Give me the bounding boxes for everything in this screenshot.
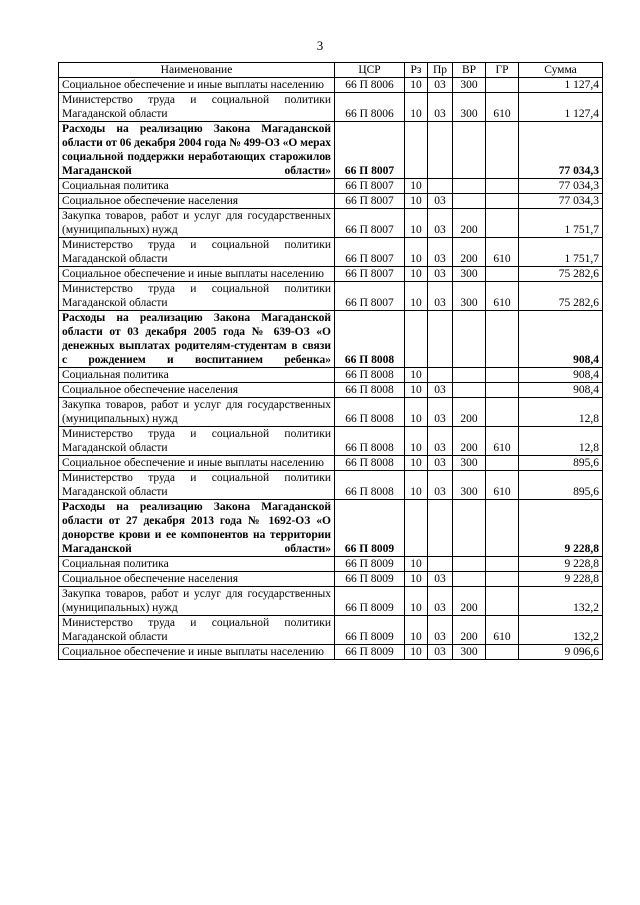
row-csr-cell: 66 П 8007 [335, 282, 405, 311]
table-row [59, 122, 603, 179]
row-pr-cell: 03 [428, 267, 453, 282]
row-rz-cell: 10 [405, 238, 428, 267]
row-name-cell: Закупка товаров, работ и услуг для государственных (муниципальных) нужд [59, 398, 335, 427]
table-row [59, 587, 603, 616]
row-pr-cell: 03 [428, 398, 453, 427]
row-name-cell: Социальная политика [59, 557, 335, 572]
row-vr-cell [453, 500, 486, 557]
row-rz-cell: 10 [405, 267, 428, 282]
row-rz-cell: 10 [405, 587, 428, 616]
table-row [59, 427, 603, 456]
row-sum-cell: 1 751,7 [519, 209, 603, 238]
row-vr-cell: 300 [453, 282, 486, 311]
row-vr-cell: 200 [453, 209, 486, 238]
row-vr-cell [453, 194, 486, 209]
row-pr-cell [428, 368, 453, 383]
row-sum-cell: 9 096,6 [519, 645, 603, 660]
row-sum-cell: 9 228,8 [519, 557, 603, 572]
row-csr-cell: 66 П 8008 [335, 427, 405, 456]
row-gr-cell: 610 [486, 427, 519, 456]
row-gr-cell: 610 [486, 616, 519, 645]
row-sum-cell: 77 034,3 [519, 194, 603, 209]
table-body [59, 78, 603, 660]
row-gr-cell: 610 [486, 93, 519, 122]
row-rz-cell: 10 [405, 572, 428, 587]
row-name-cell: Социальное обеспечение и иные выплаты населению [59, 78, 335, 93]
row-name-cell: Социальная политика [59, 368, 335, 383]
row-sum-cell: 12,8 [519, 398, 603, 427]
row-csr-cell: 66 П 8008 [335, 383, 405, 398]
row-vr-cell: 200 [453, 427, 486, 456]
row-gr-cell [486, 311, 519, 368]
row-pr-cell: 03 [428, 471, 453, 500]
row-sum-cell: 895,6 [519, 456, 603, 471]
row-gr-cell [486, 209, 519, 238]
row-pr-cell [428, 179, 453, 194]
row-rz-cell: 10 [405, 398, 428, 427]
table-row [59, 557, 603, 572]
row-gr-cell [486, 645, 519, 660]
row-rz-cell: 10 [405, 427, 428, 456]
header-csr: ЦСР [335, 63, 405, 78]
row-vr-cell: 300 [453, 456, 486, 471]
row-vr-cell [453, 557, 486, 572]
row-name-cell: Социальное обеспечение населения [59, 383, 335, 398]
row-name-cell: Расходы на реализацию Закона Магаданской области от 03 декабря 2005 года № 639-ОЗ «О денежных выплатах родителям-студентам в связи с рождением и воспитанием ребенка» [59, 311, 335, 368]
table-row [59, 282, 603, 311]
row-csr-cell: 66 П 8007 [335, 267, 405, 282]
row-sum-cell: 77 034,3 [519, 179, 603, 194]
row-sum-cell: 895,6 [519, 471, 603, 500]
table-row [59, 645, 603, 660]
row-gr-cell [486, 572, 519, 587]
row-csr-cell: 66 П 8008 [335, 471, 405, 500]
row-rz-cell: 10 [405, 616, 428, 645]
row-csr-cell: 66 П 8006 [335, 78, 405, 93]
row-vr-cell: 300 [453, 78, 486, 93]
row-vr-cell: 300 [453, 93, 486, 122]
row-gr-cell [486, 456, 519, 471]
row-csr-cell: 66 П 8007 [335, 238, 405, 267]
table-row [59, 500, 603, 557]
header-pr: Пр [428, 63, 453, 78]
row-pr-cell: 03 [428, 456, 453, 471]
row-rz-cell [405, 122, 428, 179]
row-pr-cell: 03 [428, 616, 453, 645]
row-rz-cell: 10 [405, 383, 428, 398]
table-row [59, 209, 603, 238]
row-pr-cell: 03 [428, 645, 453, 660]
row-gr-cell: 610 [486, 238, 519, 267]
row-sum-cell: 77 034,3 [519, 122, 603, 179]
row-pr-cell: 03 [428, 572, 453, 587]
row-csr-cell: 66 П 8007 [335, 179, 405, 194]
row-gr-cell [486, 557, 519, 572]
row-vr-cell: 200 [453, 587, 486, 616]
row-sum-cell: 1 127,4 [519, 78, 603, 93]
row-sum-cell: 1 751,7 [519, 238, 603, 267]
row-sum-cell: 908,4 [519, 311, 603, 368]
row-csr-cell: 66 П 8007 [335, 209, 405, 238]
header-name: Наименование [59, 63, 335, 78]
row-pr-cell: 03 [428, 78, 453, 93]
row-pr-cell [428, 311, 453, 368]
row-pr-cell: 03 [428, 383, 453, 398]
row-gr-cell: 610 [486, 282, 519, 311]
row-vr-cell: 200 [453, 616, 486, 645]
row-name-cell: Закупка товаров, работ и услуг для государственных (муниципальных) нужд [59, 587, 335, 616]
row-name-cell: Министерство труда и социальной политики Магаданской области [59, 238, 335, 267]
row-csr-cell: 66 П 8008 [335, 368, 405, 383]
table-row [59, 456, 603, 471]
budget-table [58, 62, 603, 660]
table-row [59, 93, 603, 122]
row-rz-cell [405, 311, 428, 368]
table-row [59, 194, 603, 209]
row-sum-cell: 908,4 [519, 383, 603, 398]
table-row [59, 383, 603, 398]
row-name-cell: Расходы на реализацию Закона Магаданской области от 27 декабря 2013 года № 1692-ОЗ «О донорстве крови и ее компонентов на территории Магаданской области» [59, 500, 335, 557]
row-name-cell: Министерство труда и социальной политики Магаданской области [59, 93, 335, 122]
row-rz-cell [405, 500, 428, 557]
row-sum-cell: 132,2 [519, 587, 603, 616]
row-rz-cell: 10 [405, 557, 428, 572]
row-vr-cell [453, 383, 486, 398]
row-sum-cell: 12,8 [519, 427, 603, 456]
table-row [59, 368, 603, 383]
row-sum-cell: 132,2 [519, 616, 603, 645]
table-row [59, 572, 603, 587]
row-csr-cell: 66 П 8009 [335, 572, 405, 587]
row-vr-cell: 200 [453, 398, 486, 427]
row-csr-cell: 66 П 8007 [335, 122, 405, 179]
row-gr-cell [486, 398, 519, 427]
table-row [59, 311, 603, 368]
row-sum-cell: 1 127,4 [519, 93, 603, 122]
row-name-cell: Социальное обеспечение и иные выплаты населению [59, 267, 335, 282]
row-gr-cell [486, 179, 519, 194]
row-pr-cell [428, 557, 453, 572]
table-row [59, 78, 603, 93]
table-row [59, 238, 603, 267]
row-vr-cell: 300 [453, 471, 486, 500]
row-gr-cell [486, 500, 519, 557]
table-header-row [59, 63, 603, 78]
header-rz: Рз [405, 63, 428, 78]
row-vr-cell [453, 179, 486, 194]
row-gr-cell [486, 587, 519, 616]
row-sum-cell: 9 228,8 [519, 572, 603, 587]
row-gr-cell [486, 267, 519, 282]
row-sum-cell: 908,4 [519, 368, 603, 383]
row-name-cell: Министерство труда и социальной политики Магаданской области [59, 471, 335, 500]
row-csr-cell: 66 П 8006 [335, 93, 405, 122]
table-row [59, 398, 603, 427]
row-name-cell: Закупка товаров, работ и услуг для государственных (муниципальных) нужд [59, 209, 335, 238]
row-rz-cell: 10 [405, 78, 428, 93]
row-vr-cell [453, 368, 486, 383]
row-pr-cell: 03 [428, 209, 453, 238]
table-row [59, 616, 603, 645]
row-rz-cell: 10 [405, 209, 428, 238]
row-gr-cell [486, 383, 519, 398]
row-vr-cell [453, 122, 486, 179]
row-pr-cell [428, 500, 453, 557]
row-gr-cell [486, 122, 519, 179]
row-rz-cell: 10 [405, 194, 428, 209]
row-name-cell: Социальное обеспечение и иные выплаты населению [59, 456, 335, 471]
row-name-cell: Социальное обеспечение населения [59, 194, 335, 209]
row-rz-cell: 10 [405, 179, 428, 194]
row-rz-cell: 10 [405, 645, 428, 660]
row-csr-cell: 66 П 8009 [335, 616, 405, 645]
row-gr-cell [486, 78, 519, 93]
row-sum-cell: 75 282,6 [519, 282, 603, 311]
row-pr-cell: 03 [428, 194, 453, 209]
row-name-cell: Социальная политика [59, 179, 335, 194]
row-rz-cell: 10 [405, 93, 428, 122]
row-sum-cell: 75 282,6 [519, 267, 603, 282]
row-vr-cell: 300 [453, 267, 486, 282]
header-sum: Сумма [519, 63, 603, 78]
row-csr-cell: 66 П 8008 [335, 398, 405, 427]
row-vr-cell: 200 [453, 238, 486, 267]
row-name-cell: Министерство труда и социальной политики Магаданской области [59, 427, 335, 456]
row-rz-cell: 10 [405, 368, 428, 383]
row-name-cell: Социальное обеспечение населения [59, 572, 335, 587]
row-pr-cell: 03 [428, 427, 453, 456]
page-number: 3 [316, 38, 324, 53]
row-pr-cell: 03 [428, 93, 453, 122]
row-gr-cell: 610 [486, 471, 519, 500]
row-vr-cell [453, 572, 486, 587]
row-vr-cell: 300 [453, 645, 486, 660]
row-rz-cell: 10 [405, 471, 428, 500]
row-gr-cell [486, 368, 519, 383]
row-csr-cell: 66 П 8008 [335, 456, 405, 471]
row-csr-cell: 66 П 8008 [335, 311, 405, 368]
row-name-cell: Министерство труда и социальной политики Магаданской области [59, 616, 335, 645]
row-gr-cell [486, 194, 519, 209]
row-csr-cell: 66 П 8009 [335, 587, 405, 616]
header-gr: ГР [486, 63, 519, 78]
table-row [59, 179, 603, 194]
row-pr-cell [428, 122, 453, 179]
row-pr-cell: 03 [428, 282, 453, 311]
row-csr-cell: 66 П 8009 [335, 500, 405, 557]
table-row [59, 471, 603, 500]
row-name-cell: Министерство труда и социальной политики Магаданской области [59, 282, 335, 311]
row-csr-cell: 66 П 8009 [335, 557, 405, 572]
table-row [59, 267, 603, 282]
row-csr-cell: 66 П 8007 [335, 194, 405, 209]
row-sum-cell: 9 228,8 [519, 500, 603, 557]
row-pr-cell: 03 [428, 587, 453, 616]
row-pr-cell: 03 [428, 238, 453, 267]
row-name-cell: Расходы на реализацию Закона Магаданской области от 06 декабря 2004 года № 499-ОЗ «О мерах социальной поддержки неработающих старожилов Магаданской области» [59, 122, 335, 179]
header-vr: ВР [453, 63, 486, 78]
row-vr-cell [453, 311, 486, 368]
row-csr-cell: 66 П 8009 [335, 645, 405, 660]
row-rz-cell: 10 [405, 456, 428, 471]
row-name-cell: Социальное обеспечение и иные выплаты населению [59, 645, 335, 660]
row-rz-cell: 10 [405, 282, 428, 311]
